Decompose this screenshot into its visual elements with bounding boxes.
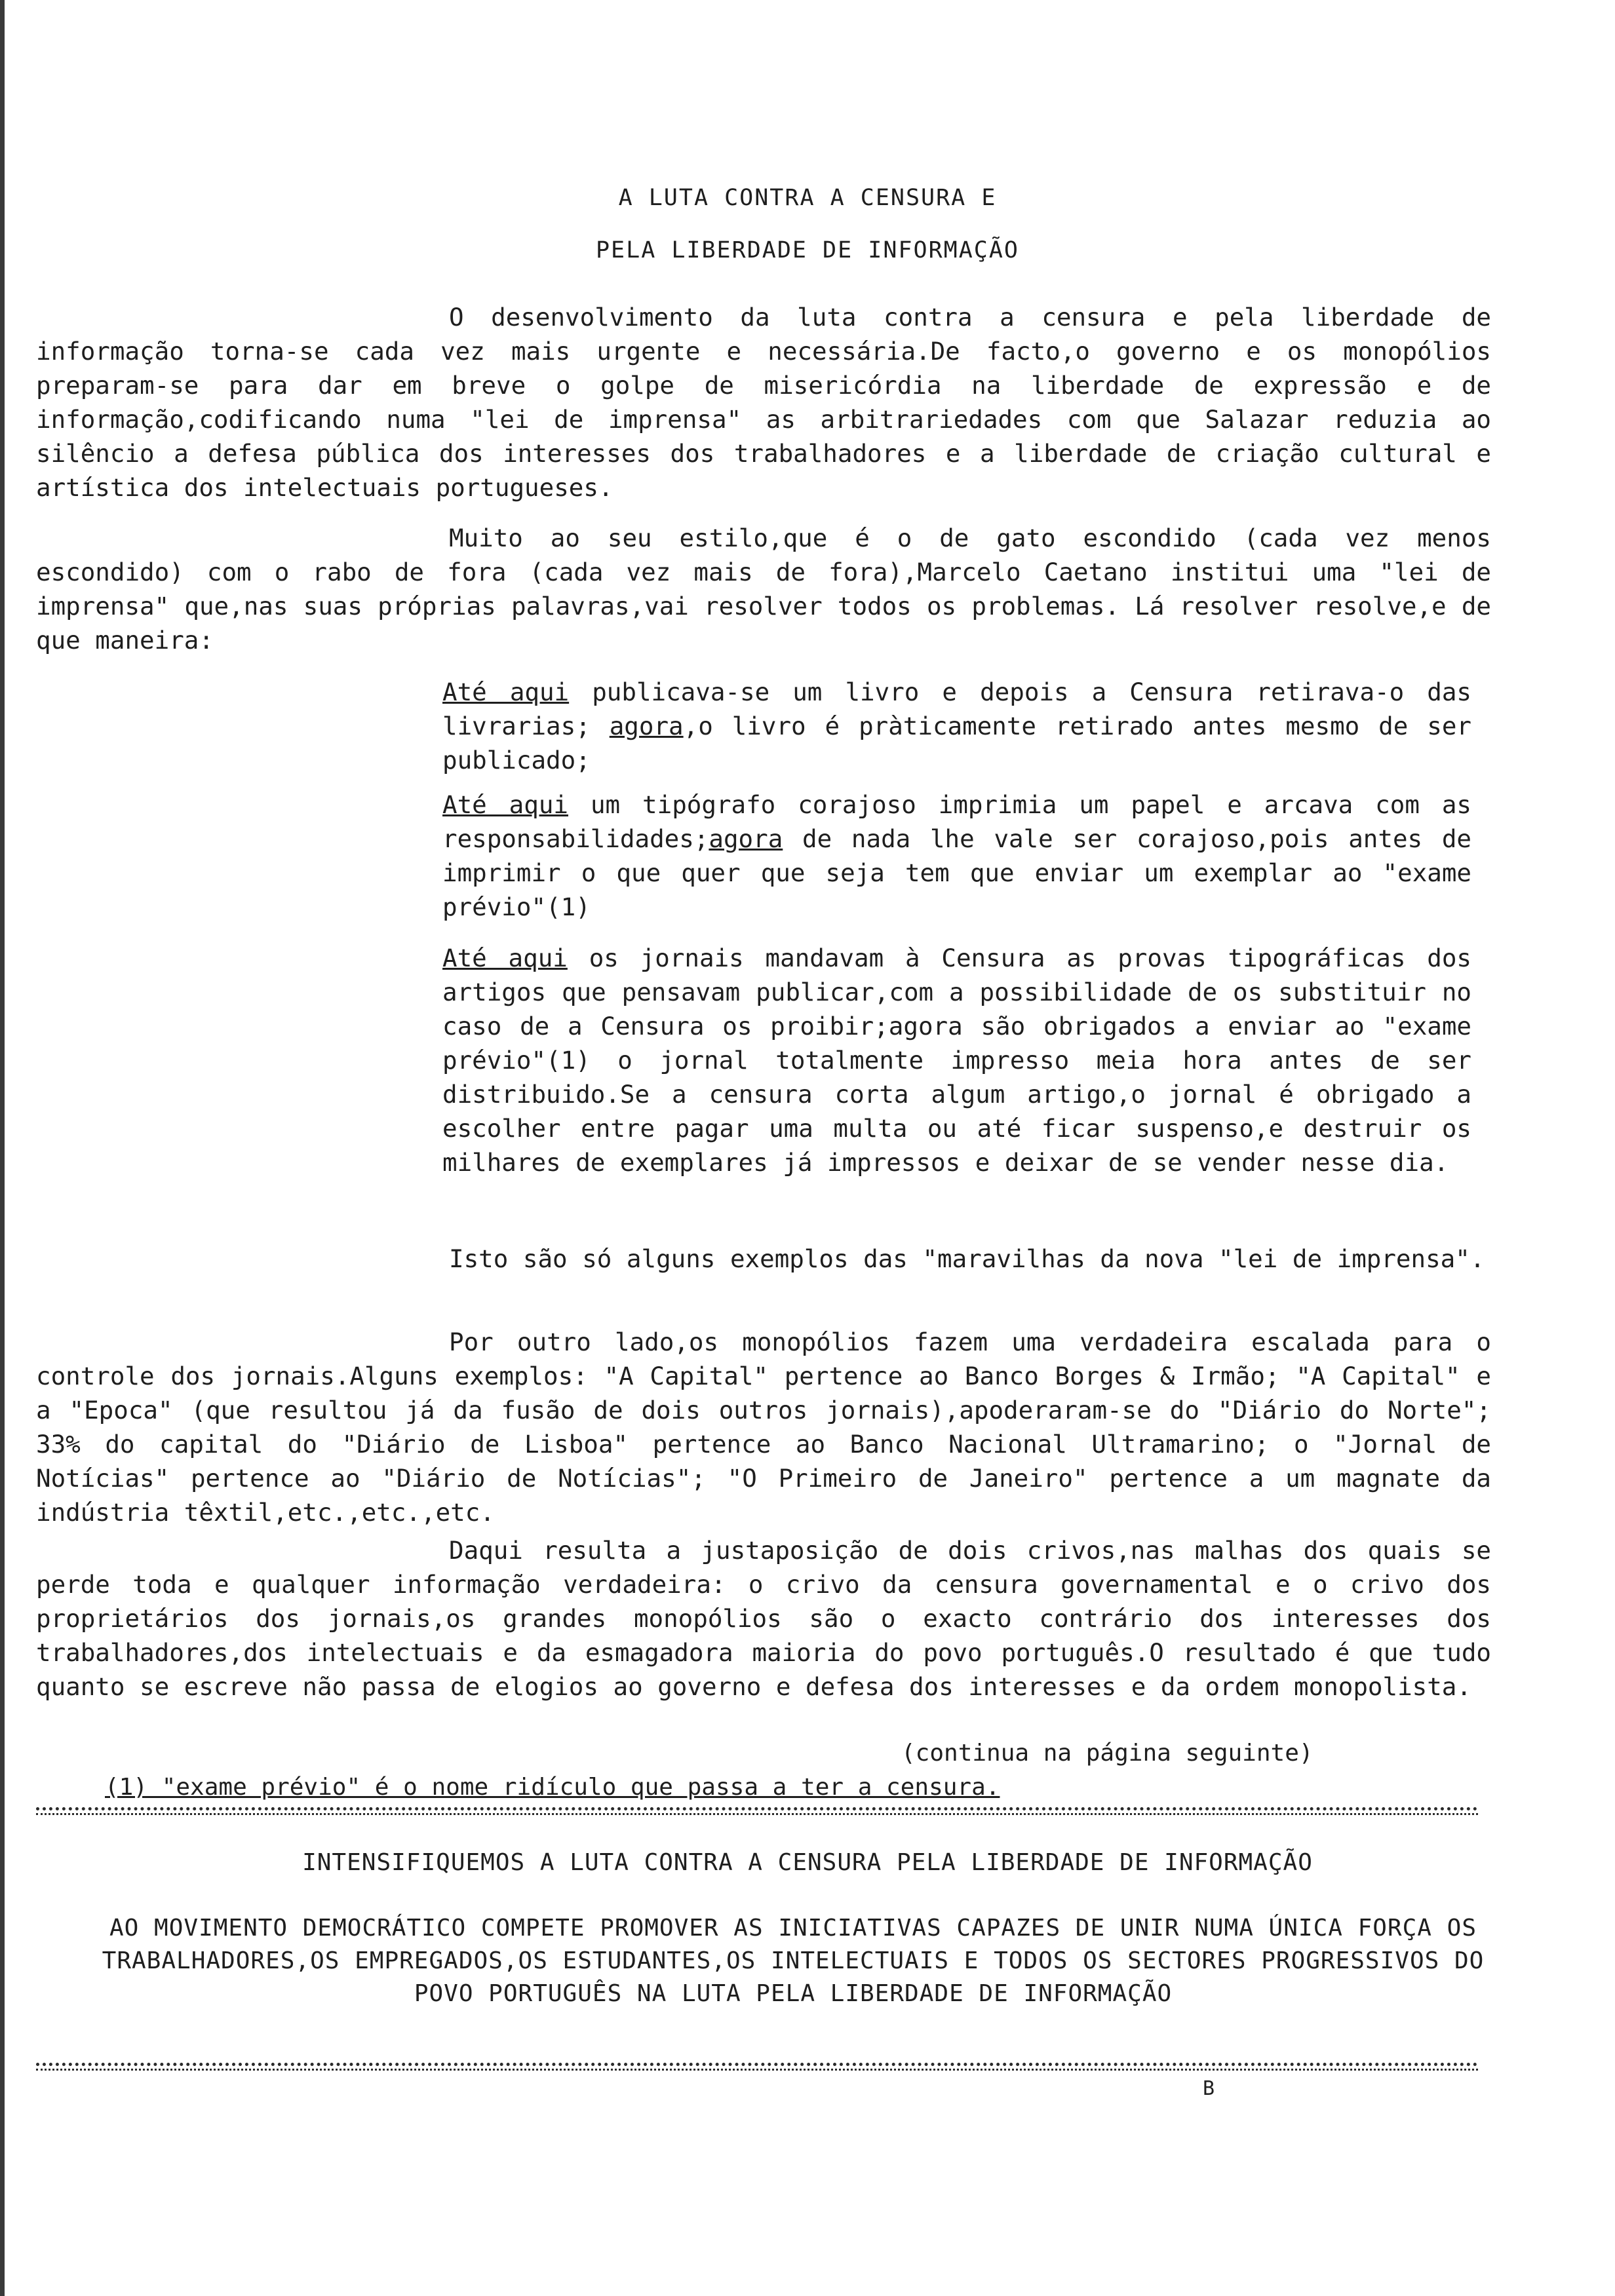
example-jornais (442, 941, 1471, 1179)
paragraph-lei-imprensa: Muito ao seu estilo,que é o de gato escondido (cada vez menos escondido) com o rabo de fora (cada vez mais de fora),Marcelo Caetano institui uma "lei de imprensa" que,nas suas próprias palavras,vai resolver todos os problemas. Lá resolver resolve,e de que maneira: (36, 524, 1491, 655)
paragraph-crivos: Daqui resulta a justaposição de dois crivos,nas malhas dos quais se perde toda e qualquer informação verdadeira: o crivo da censura governamental e o crivo dos proprietários dos jornais,os grandes monopólios são o exacto contrário dos interesses dos trabalhadores,dos intelectuais e da esmagadora maioria do povo português.O resultado é que tudo quanto se escreve não passa de elogios ao governo e defesa dos interesses e da ordem monopolista. (36, 1536, 1491, 1701)
divider-bottom (36, 2063, 1478, 2066)
example-tipografo (442, 788, 1471, 924)
slogan: INTENSIFIQUEMOS A LUTA CONTRA A CENSURA PELA LIBERDADE DE INFORMAÇÃO (302, 1849, 1313, 1876)
now-label: agora (709, 824, 783, 853)
appeal-text: AO MOVIMENTO DEMOCRÁTICO COMPETE PROMOVER AS INICIATIVAS CAPAZES DE UNIR NUMA ÚNICA FORÇA OS TRABALHADORES,OS EMPREGADOS,OS ESTUDANTES,OS INTELECTUAIS E TODOS OS SECTORES PROGRESSIVOS DO POVO PORTUGUÊS NA LUTA PELA LIBERDADE DE INFORMAÇÃO (102, 1915, 1485, 2007)
paragraph-maravilhas: Isto são só alguns exemplos das "maravilhas da nova "lei de imprensa". (449, 1244, 1485, 1273)
example-jornais-text: os jornais mandavam à Censura as provas tipográficas dos artigos que pensavam publicar,com a possibilidade de os substituir no caso de a Censura os proibir;agora são obrigados a enviar ao "exame prévio"(1) o jornal totalmente impresso meia hora antes de ser distribuido.Se a censura corta algum artigo,o jornal é obrigado a escolher entre pagar uma multa ou até ficar suspenso,e destruir os milhares de exemplares já impressos e deixar de se vender nesse dia. (442, 944, 1471, 1177)
paragraph-intro: O desenvolvimento da luta contra a censura e pela liberdade de informação torna-se cada vez mais urgente e necessária.De facto,o governo e os monopólios preparam-se para dar em breve o golpe de misericórdia na liberdade de expressão e de informação,codificando numa "lei de imprensa" as arbitrariedades com que Salazar reduzia ao silêncio a defesa pública dos interesses dos trabalhadores e a liberdade de criação cultural e artística dos intelectuais portugueses. (36, 303, 1491, 502)
example-livros (442, 675, 1471, 777)
continues-note: (continua na página seguinte) (901, 1740, 1313, 1767)
divider-top (36, 1807, 1478, 1810)
scan-left-edge (0, 0, 5, 2296)
footnote: (1) "exame prévio" é o nome ridículo que passa a ter a censura. (105, 1774, 1000, 1801)
example-livros-before: publicava-se um livro e depois a Censura retirava-o das livrarias; (442, 678, 1471, 740)
now-label: agora (609, 712, 684, 740)
until-label: Até aqui (442, 678, 570, 706)
title-line-2: PELA LIBERDADE DE INFORMAÇÃO (595, 237, 1019, 263)
example-tipografo-after: de nada lhe vale ser corajoso,pois antes de imprimir o que quer que seja tem que enviar um exemplar ao "exame prévio"(1) (442, 824, 1472, 921)
example-tipografo-before: um tipógrafo corajoso imprimia um papel e arcava com as responsabilidades; (442, 790, 1472, 853)
until-label: Até aqui (442, 944, 568, 972)
title-line-1: A LUTA CONTRA A CENSURA E (618, 185, 997, 211)
page-mark: B (1203, 2077, 1215, 2100)
paragraph-monopolios: Por outro lado,os monopólios fazem uma verdadeira escalada para o controle dos jornais.Alguns exemplos: "A Capital" pertence ao Banco Borges & Irmão; "A Capital" e a "Epoca" (que resultou já da fusão de dois outros jornais),apoderaram-se do "Diário do Norte"; 33% do capital do "Diário de Lisboa" pertence ao Banco Nacional Ultramarino; o "Jornal de Notícias" pertence ao "Diário de Notícias"; "O Primeiro de Janeiro" pertence a um magnate da indústria têxtil,etc.,etc.,etc. (36, 1328, 1491, 1527)
example-livros-after: ,o livro é pràticamente retirado antes mesmo de ser publicado; (442, 712, 1471, 775)
until-label: Até aqui (442, 790, 568, 819)
